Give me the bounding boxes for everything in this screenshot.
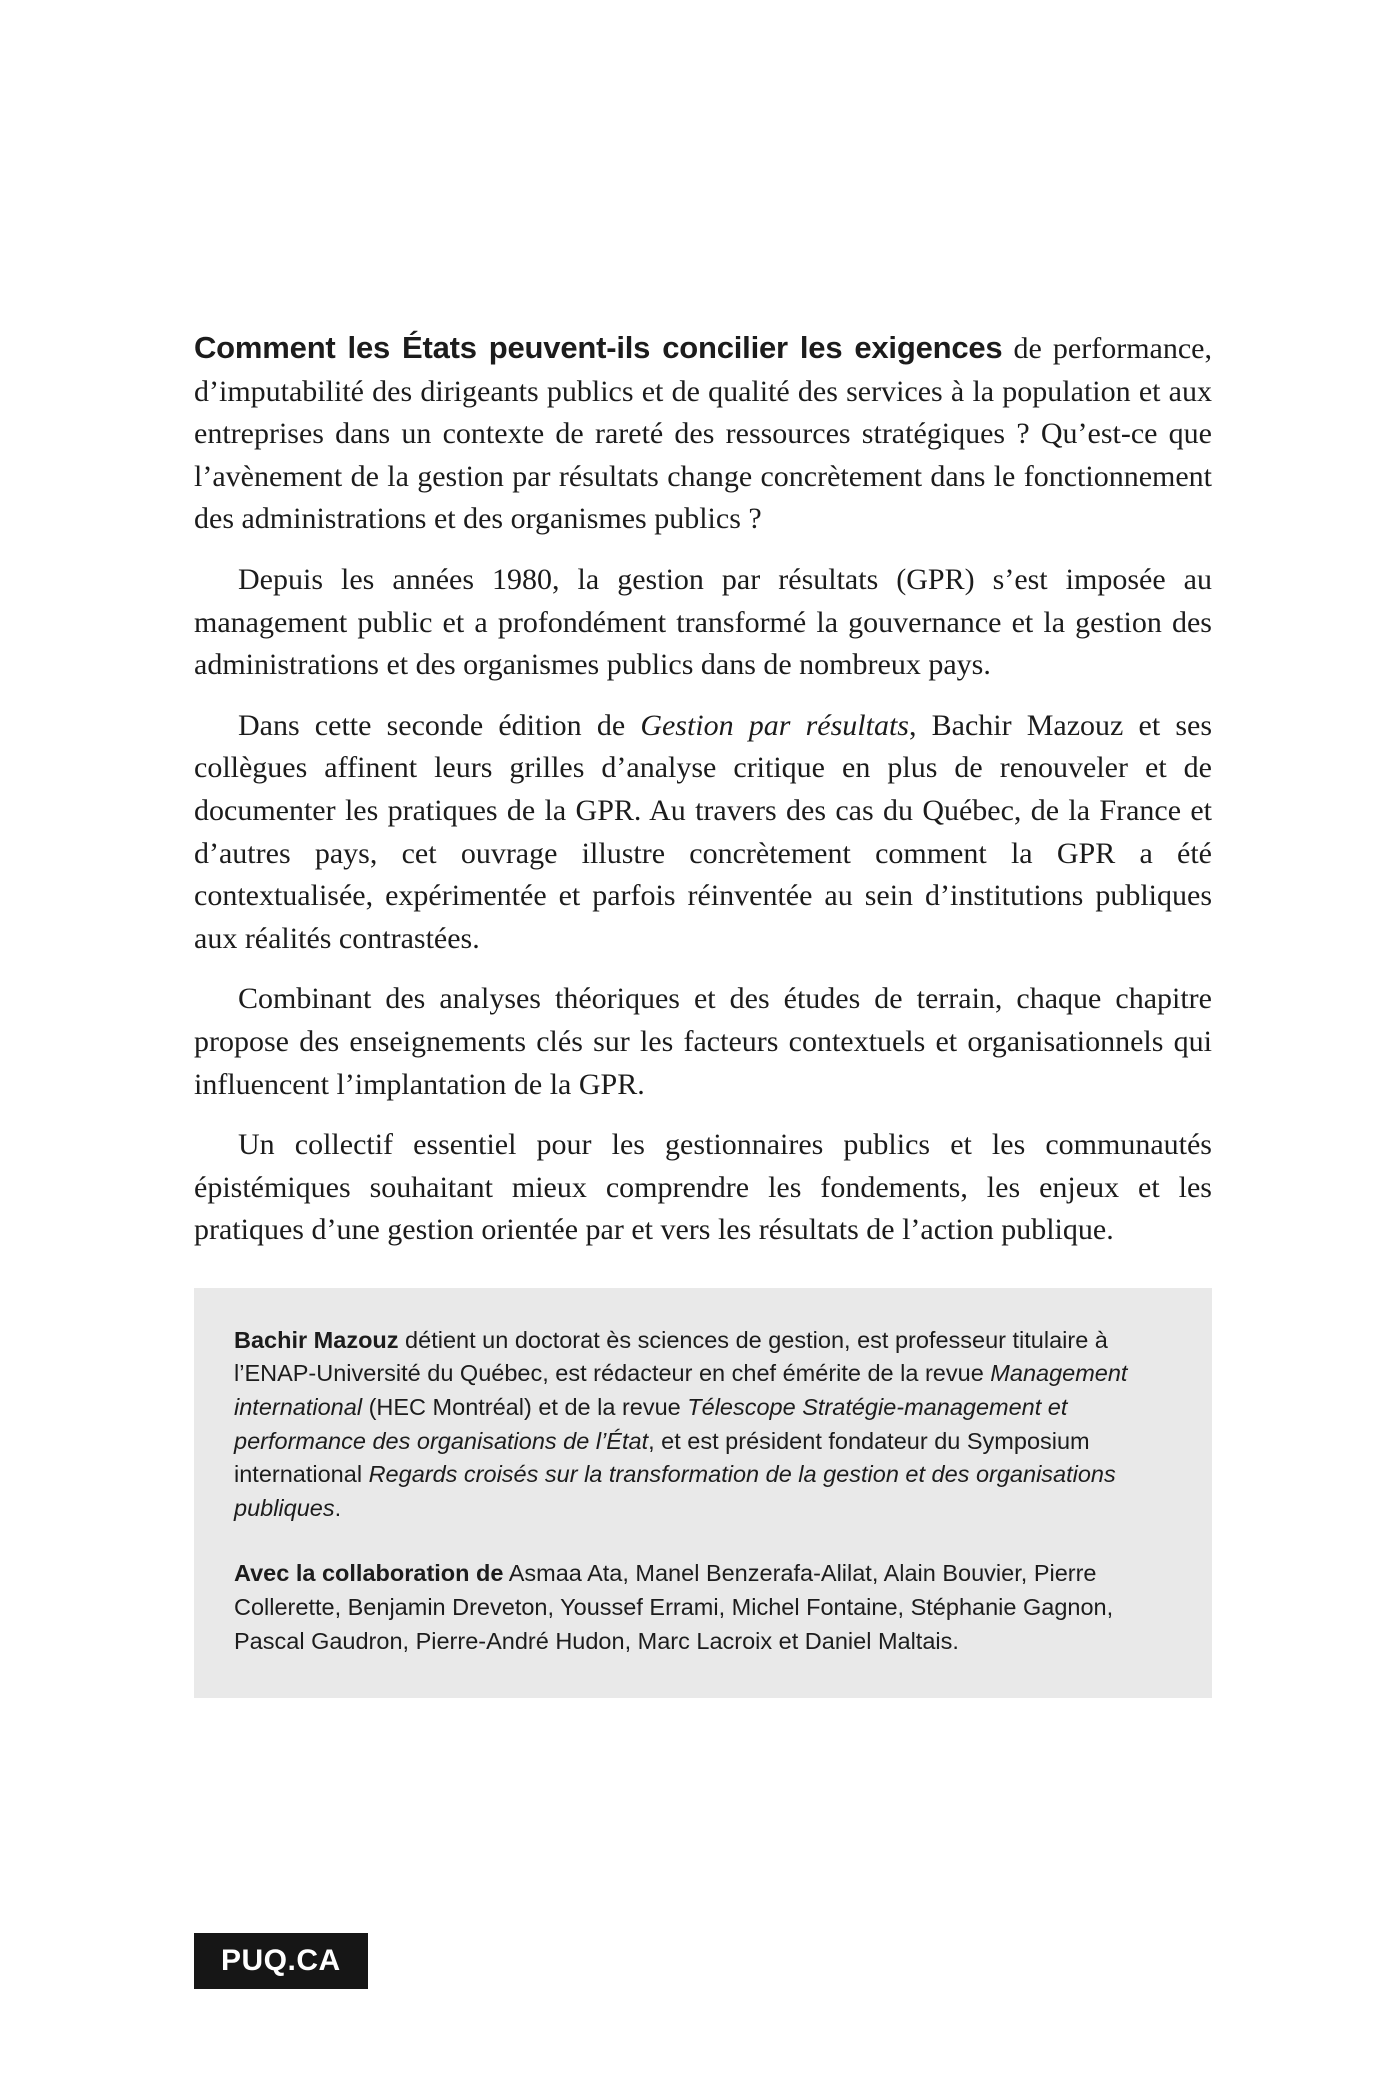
paragraph-collectif: Un collectif essentiel pour les gestionnaires publics et les communautés épistémiques souhaitant mieux comprendre les fondements, les enjeux et les pratiques d’une gestion orientée par et vers les résultats de l’action publique. [194,1128,1212,1247]
paragraph-seconde-edition [194,705,1212,961]
intro-paragraph [194,326,1212,541]
intro-rest-text: de performance, d’imputabilité des dirigeants publics et de qualité des services à la population et aux entreprises dans un contexte de rareté des ressources stratégiques ? Qu’est-ce que l’avènement de la gestion par résultats change concrètement dans le fonctionnement des administrations et des organismes publics ? [194,332,1212,536]
author-bio-box [194,1288,1212,1698]
bio-text-3: , et est président fondateur du Symposium international [234,1427,1090,1488]
edition-text-before: Dans cette seconde édition de [238,708,641,742]
bio-text-4: . [334,1494,342,1521]
paragraph-depuis-1980: Depuis les années 1980, la gestion par résultats (GPR) s’est imposée au management public et a profondément transformé la gouvernance et la gestion des administrations et des organismes publics dans de nombreux pays. [194,562,1212,682]
collaboration-paragraph [234,1557,1170,1658]
collaboration-names: Asmaa Ata, Manel Benzerafa-Alilat, Alain Bouvier, Pierre Collerette, Benjamin Dreveton, Youssef Errami, Michel Fontaine, Stéphanie Gagnon, Pascal Gaudron, Pierre-André Hudon, Marc Lacroix et Daniel Maltais. [234,1560,1114,1654]
journal-title-italic-2: Télescope Stratégie-management et performance des organisations de l’État [234,1394,1068,1454]
author-bio-paragraph [234,1324,1170,1526]
journal-title-italic-1: Management international [234,1360,1128,1421]
book-title-italic: Gestion par résultats [640,708,909,742]
bio-text-1: détient un doctorat ès sciences de gestion, est professeur titulaire à l’ENAP-Université du Québec, est rédacteur en chef émérite de la revue [234,1326,1108,1387]
author-name-bold: Bachir Mazouz [234,1326,399,1353]
symposium-title-italic: Regards croisés sur la transformation de la gestion et des organisations publiques [234,1461,1116,1521]
collaboration-lead-bold: Avec la collaboration de [234,1560,504,1587]
paragraph-combinant: Combinant des analyses théoriques et des études de terrain, chaque chapitre propose des enseignements clés sur les facteurs contextuels et organisationnels qui influencent l’implantation de la GPR. [194,982,1212,1101]
puq-site-label: PUQ.CA [221,1944,341,1977]
lead-in-bold-text: Comment les États peuvent-ils concilier les exigences [194,330,1003,365]
bio-text-2: (HEC Montréal) et de la revue [362,1394,688,1421]
edition-text-after: , Bachir Mazouz et ses collègues affinent leurs grilles d’analyse critique en plus de renouveler et de documenter les pratiques de la GPR. Au travers des cas du Québec, de la France et d’autres pays, cet ouvrage illustre concrètement comment la GPR a été contextualisée, expérimentée et parfois réinventée au sein d’institutions publiques aux réalités contrastées. [194,708,1212,955]
puq-site-badge [194,1933,368,1989]
cover-text-block [194,326,1212,1698]
